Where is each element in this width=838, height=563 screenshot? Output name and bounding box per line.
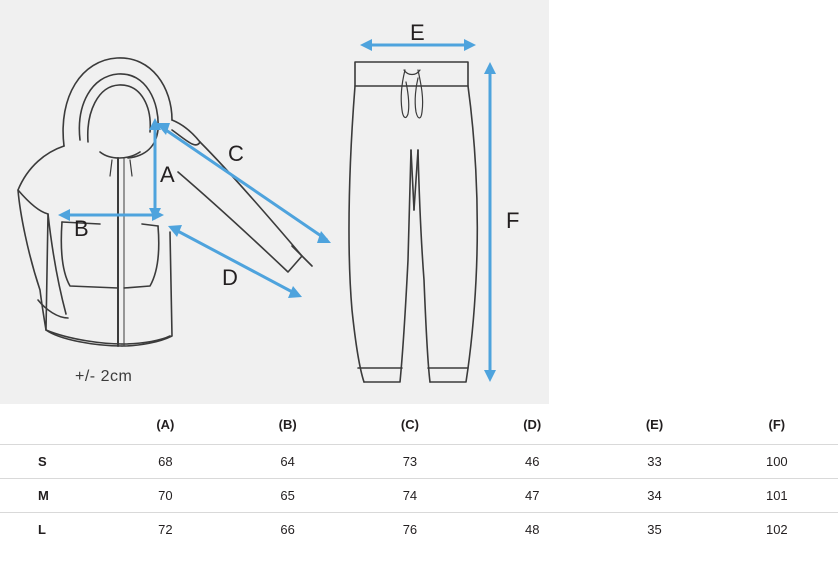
label-c: C — [228, 141, 244, 166]
size-table-wrap — [0, 404, 838, 563]
cell-b: 65 — [227, 479, 349, 513]
cell-c: 74 — [349, 479, 471, 513]
cell-a: 72 — [104, 513, 226, 547]
header-size — [0, 404, 104, 445]
cell-f: 102 — [716, 513, 838, 547]
cell-d: 47 — [471, 479, 593, 513]
row-size-label: L — [0, 513, 104, 547]
label-d: D — [222, 265, 238, 290]
label-a: A — [160, 162, 175, 187]
tolerance-note: +/- 2cm — [75, 368, 133, 385]
table-row — [0, 479, 838, 513]
label-f: F — [506, 208, 520, 233]
label-b: B — [74, 216, 89, 241]
cell-e: 33 — [593, 445, 715, 479]
label-e: E — [410, 20, 425, 45]
header-a: (A) — [156, 416, 175, 432]
cell-b: 64 — [227, 445, 349, 479]
table-header-row — [0, 404, 838, 445]
cell-c: 76 — [349, 513, 471, 547]
header-e: (E) — [645, 416, 664, 432]
row-size-label: S — [0, 445, 104, 479]
cell-f: 101 — [716, 479, 838, 513]
cell-d: 48 — [471, 513, 593, 547]
cell-a: 68 — [104, 445, 226, 479]
header-d: (D) — [523, 416, 542, 432]
table-row — [0, 513, 838, 547]
header-b: (B) — [278, 416, 297, 432]
header-c: (C) — [400, 416, 419, 432]
size-table — [0, 404, 838, 546]
row-size-label: M — [0, 479, 104, 513]
cell-d: 46 — [471, 445, 593, 479]
cell-e: 35 — [593, 513, 715, 547]
cell-b: 66 — [227, 513, 349, 547]
cell-e: 34 — [593, 479, 715, 513]
cell-f: 100 — [716, 445, 838, 479]
cell-a: 70 — [104, 479, 226, 513]
table-row — [0, 445, 838, 479]
cell-c: 73 — [349, 445, 471, 479]
header-f: (F) — [768, 416, 786, 432]
